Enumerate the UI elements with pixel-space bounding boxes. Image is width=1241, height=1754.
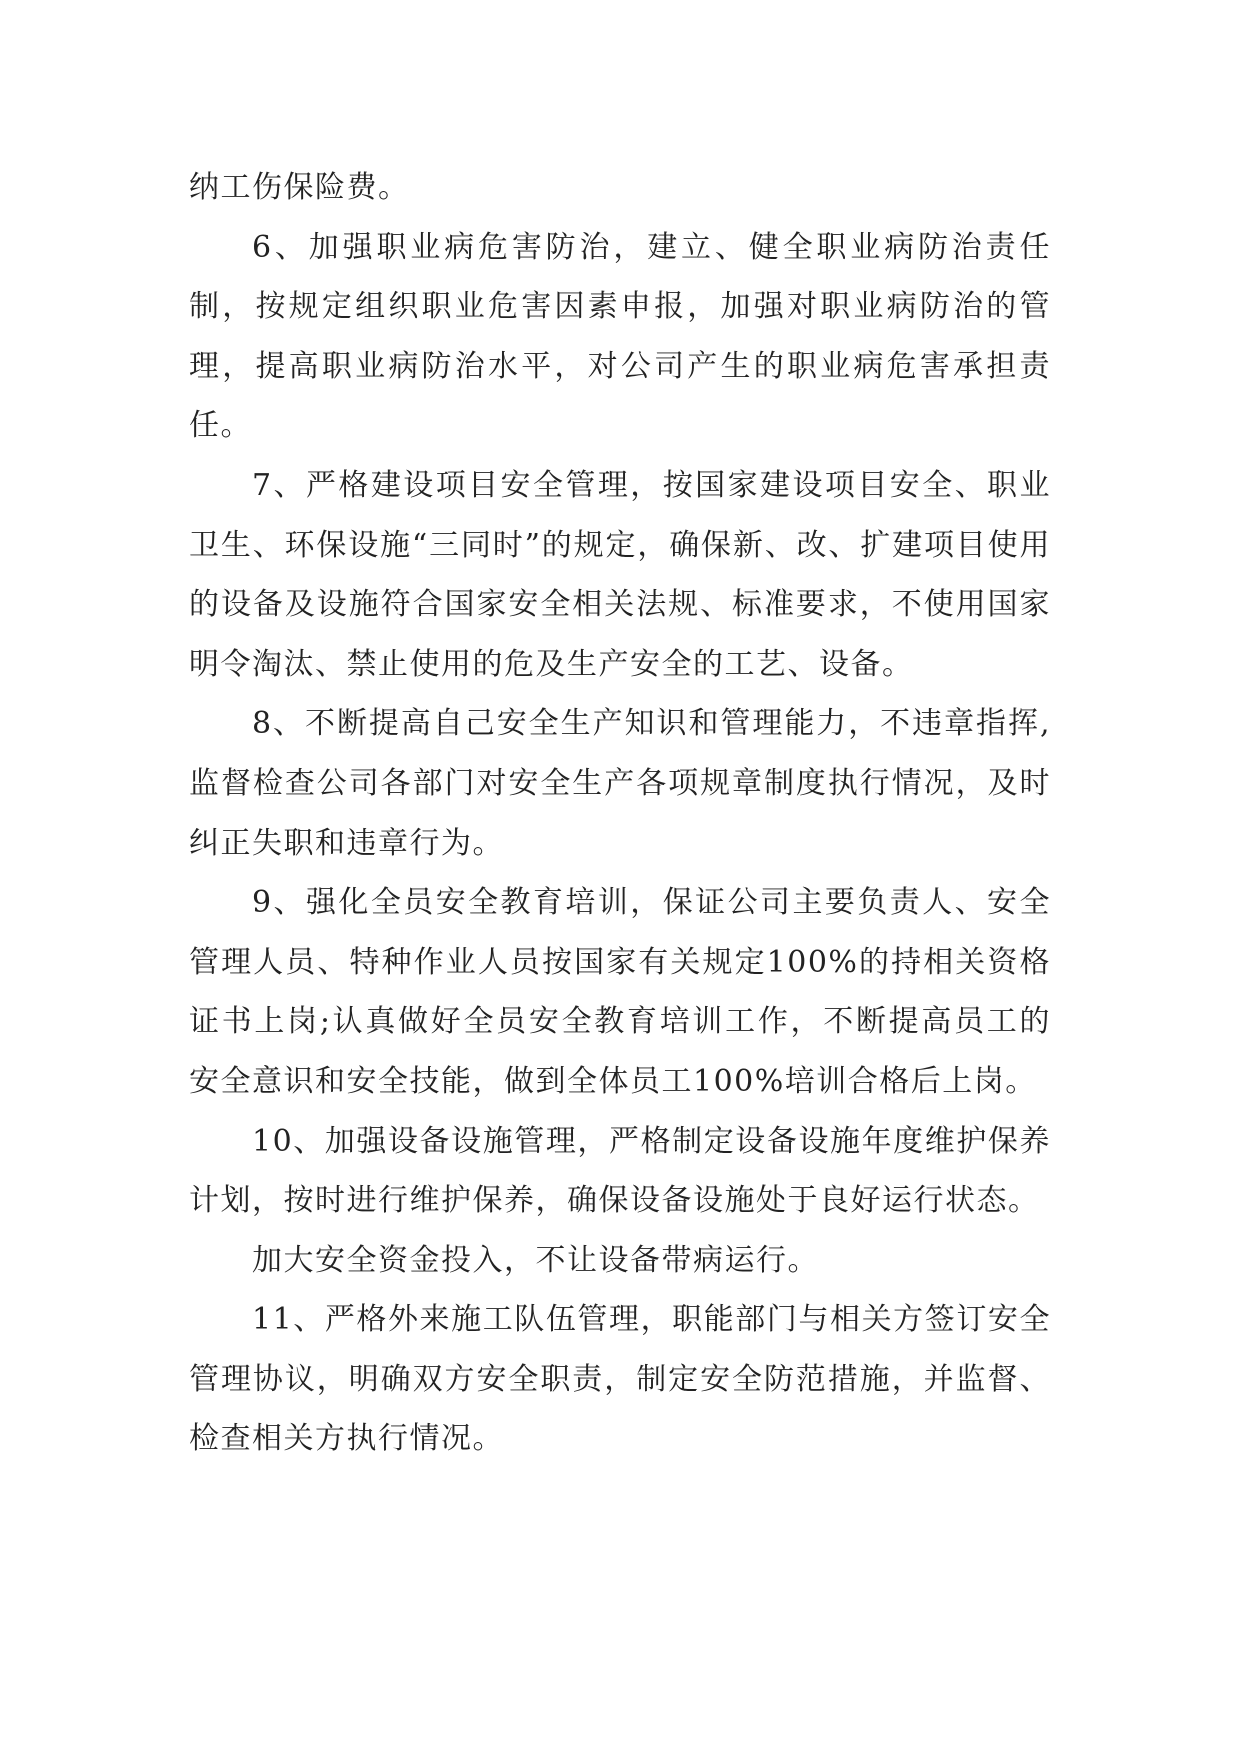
paragraph-continuation: 纳工伤保险费。 [189,170,410,205]
paragraph-item-10: 10、加强设备设施管理，严格制定设备设施年度维护保养计划，按时进行维护保养，确保设备设施处于良好运行状态。 [189,1123,1051,1219]
document-body [189,158,1051,1469]
paragraph-item-11: 11、严格外来施工队伍管理，职能部门与相关方签订安全管理协议，明确双方安全职责，制定安全防范措施，并监督、检查相关方执行情况。 [189,1302,1051,1457]
paragraph-item-6: 6、加强职业病危害防治，建立、健全职业病防治责任制，按规定组织职业危害因素申报，加强对职业病防治的管理，提高职业病防治水平，对公司产生的职业病危害承担责任。 [189,229,1051,444]
paragraph-item-7: 7、严格建设项目安全管理，按国家建设项目安全、职业卫生、环保设施“三同时”的规定，确保新、改、扩建项目使用的设备及设施符合国家安全相关法规、标准要求，不使用国家明令淘汰、禁止使用的危及生产安全的工艺、设备。 [189,467,1051,682]
paragraph-item-9: 9、强化全员安全教育培训，保证公司主要负责人、安全管理人员、特种作业人员按国家有关规定100%的持相关资格证书上岗;认真做好全员安全教育培训工作，不断提高员工的安全意识和安全技能，做到全体员工100%培训合格后上岗。 [189,885,1051,1099]
paragraph-funding: 加大安全资金投入，不让设备带病运行。 [252,1242,819,1278]
paragraph-item-8: 8、不断提高自己安全生产知识和管理能力，不违章指挥,监督检查公司各部门对安全生产各项规章制度执行情况，及时纠正失职和违章行为。 [189,706,1051,861]
